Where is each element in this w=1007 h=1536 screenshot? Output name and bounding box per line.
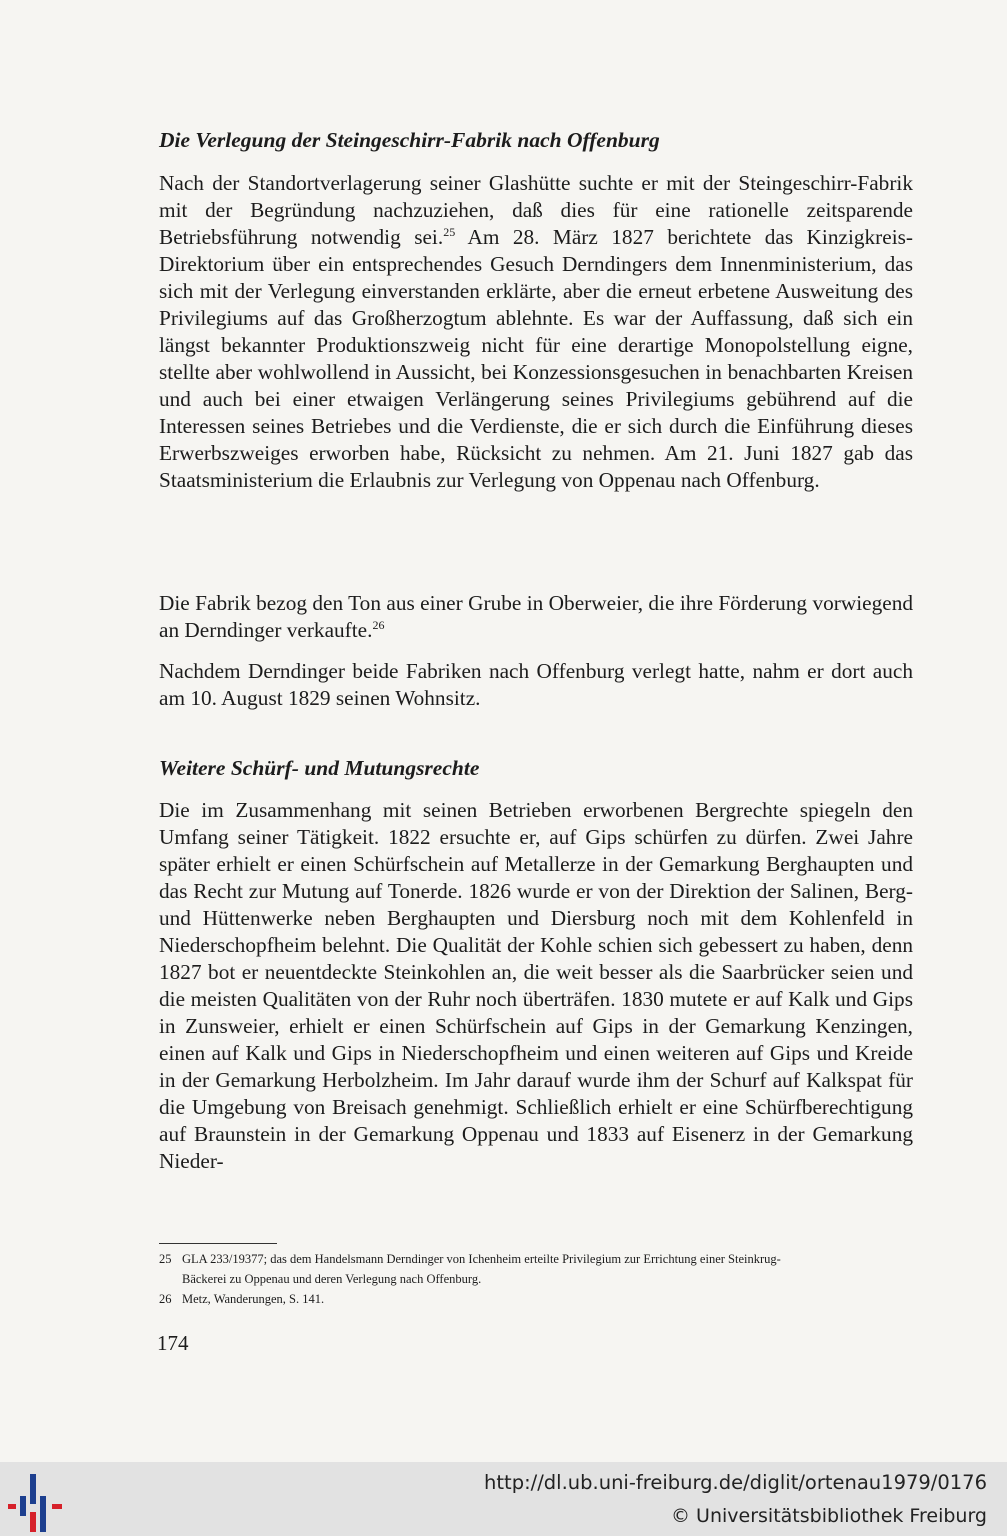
paragraph bbox=[159, 170, 913, 494]
footnote-number: 26 bbox=[159, 1292, 172, 1306]
footnote-number: 25 bbox=[159, 1252, 172, 1266]
copyright-notice: © Universitätsbibliothek Freiburg bbox=[671, 1505, 987, 1527]
section-heading: Weitere Schürf- und Mutungsrechte bbox=[159, 756, 480, 780]
source-url-link[interactable]: http://dl.ub.uni-freiburg.de/diglit/ortenau1979/0176 bbox=[484, 1471, 987, 1494]
footnote-text: Metz, Wanderungen, S. 141. bbox=[182, 1292, 325, 1306]
paragraph: Nachdem Derndinger beide Fabriken nach Offenburg verlegt hatte, nahm er dort auch am 10. August 1829 seinen Wohnsitz. bbox=[159, 659, 913, 710]
footnote-text: GLA 233/19377; das dem Handelsmann Derndinger von Ichenheim erteilte Privilegium zur Errichtung einer Steinkrug- bbox=[182, 1252, 781, 1266]
ub-freiburg-logo-icon[interactable] bbox=[8, 1474, 66, 1532]
paragraph-text: Am 28. März 1827 berichtete das Kinzigkreis-Direktorium über ein entsprechendes Gesuch Derndingers dem Innenministerium, das sich mit der Verlegung einverstanden erklärte, aber die erneut erbetene Ausweitung des Privilegiums auf das Großherzogtum ablehnte. Es war der Auffassung, daß sich ein längst bekannter Produktionszweig nicht für eine derartige Monopolstellung eigne, stellte aber wohlwollend in Aussicht, bei Konzessionsgesuchen in benachbarten Kreisen und auch bei einer etwaigen Verlängerung seines Privilegiums gebührend auf die Interessen seines Betriebes und die Verdienste, die er sich durch die Einführung dieses Erwerbszweiges erworben habe, Rücksicht zu nehmen. Am 21. Juni 1827 gab das Staatsministerium die Erlaubnis zur Verlegung von Oppenau nach Offenburg. bbox=[159, 225, 914, 492]
page-number: 174 bbox=[157, 1331, 189, 1355]
paragraph-text: Die Fabrik bezog den Ton aus einer Grube in Oberweier, die ihre Förderung vorwiegend an Derndinger verkaufte. bbox=[159, 591, 913, 642]
paragraph bbox=[159, 590, 913, 644]
footnote-ref[interactable]: 25 bbox=[443, 225, 456, 239]
footnote-ref[interactable]: 26 bbox=[372, 618, 385, 632]
paragraph: Die im Zusammenhang mit seinen Betrieben erworbenen Bergrechte spiegeln den Umfang seiner Tätigkeit. 1822 ersuchte er, auf Gips schürfen zu dürfen. Zwei Jahre später erhielt er einen Schürfschein auf Metallerze in der Gemarkung Berghaupten und das Recht zur Mutung auf Tonerde. 1826 wurde er von der Direktion der Salinen, Berg- und Hüttenwerke neben Berghaupten und Diersburg noch mit dem Kohlenfeld in Niederschopfheim belehnt. Die Qualität der Kohle schien sich gebessert zu haben, denn 1827 bot er neuentdeckte Steinkohlen an, die weit besser als die Saarbrücker seien und die meisten Qualitäten von der Ruhr noch überträfen. 1830 mutete er auf Kalk und Gips in Zunsweier, erhielt er einen Schürfschein auf Gips in der Gemarkung Kenzingen, einen auf Kalk und Gips in Niederschopfheim und einen weiteren auf Gips und Kreide in der Gemarkung Herbolzheim. Im Jahr darauf wurde ihm der Schurf auf Kalkspat für die Umgebung von Breisach genehmigt. Schließlich erhielt er eine Schürfberechtigung auf Braunstein in der Gemarkung Oppenau und 1833 auf Eisenerz in der Gemarkung Nieder- bbox=[159, 798, 913, 1173]
footer-bar bbox=[0, 1462, 1007, 1536]
footnote-text: Bäckerei zu Oppenau und deren Verlegung nach Offenburg. bbox=[182, 1272, 482, 1286]
section-heading: Die Verlegung der Steingeschirr-Fabrik nach Offenburg bbox=[159, 128, 660, 152]
footnote-divider bbox=[159, 1243, 277, 1244]
footnote bbox=[159, 1249, 919, 1289]
footnote bbox=[159, 1289, 919, 1309]
paragraph-text: Nach der Standortverlagerung seiner Glashütte suchte er mit der Steingeschirr-Fabrik mit der Begründung nachzuziehen, daß dies für eine rationelle zeitsparende Betriebsführung notwendig sei. bbox=[159, 171, 913, 249]
